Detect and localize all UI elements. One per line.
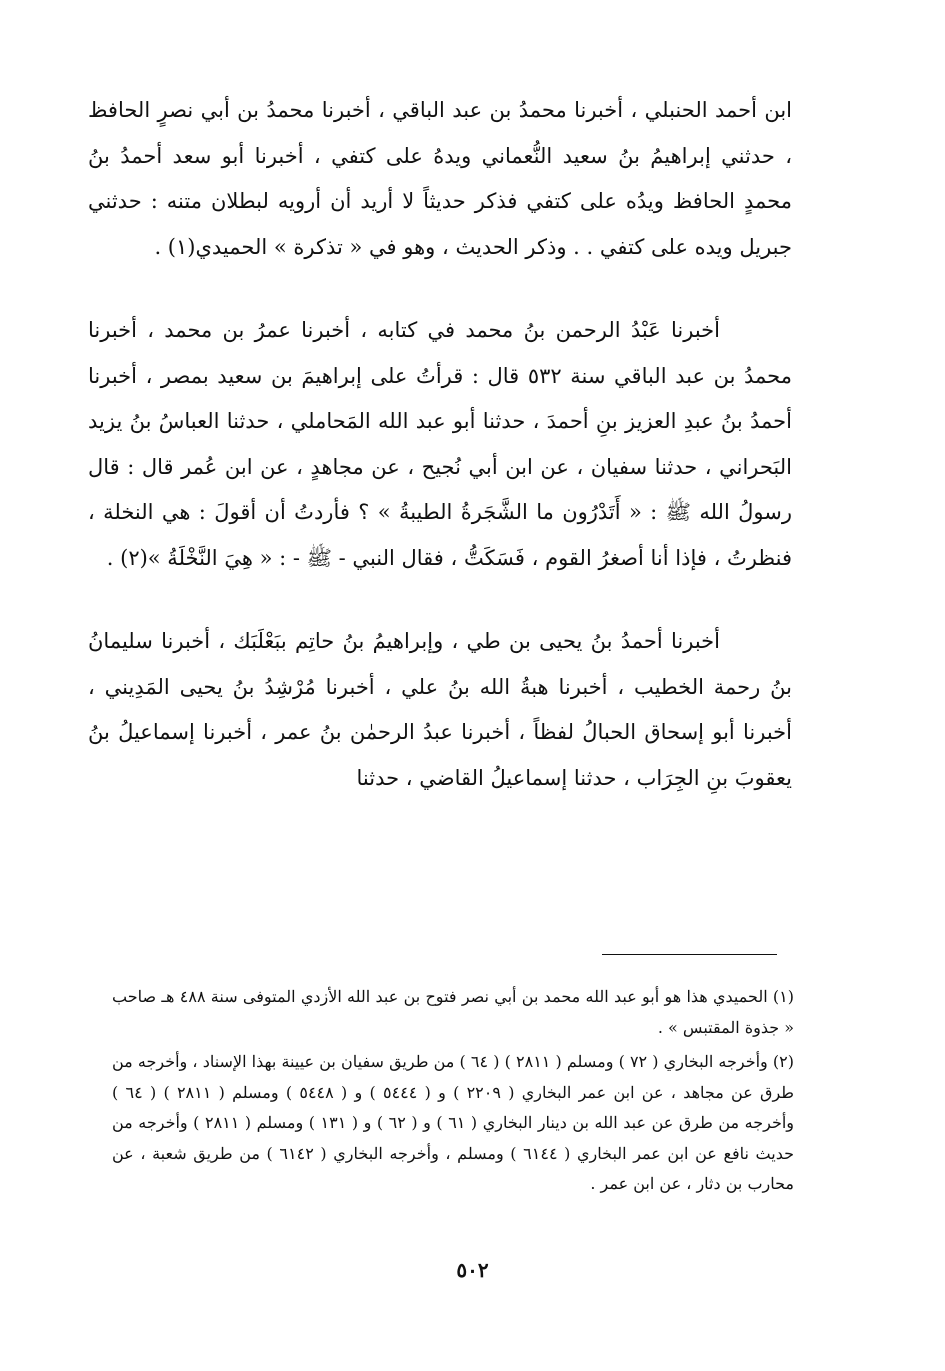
footnote-1: (١) الحميدي هذا هو أبو عبد الله محمد بن أبي نصر فتوح بن عبد الله الأزدي المتوفى سنة ٤٨٨ هـ صاحب « جذوة المقتبس » .: [112, 987, 795, 1037]
paragraph-1: ابن أحمد الحنبلي ، أخبرنا محمدُ بن عبد الباقي ، أخبرنا محمدُ بن أبي نصرٍ الحافظ ، حدثني إبراهيمُ بنُ سعيد النُّعماني ويدهُ على كتفي ، أخبرنا أبو سعد أحمدُ بنُ محمدٍ الحافظ ويدُه على كتفي فذكر حديثاً لا أريد أن أرويه لبطلان متنه : حدثني جبريل ويده على كتفي . . وذكر الحديث ، وهو في « تذكرة » الحميدي(١) .: [88, 98, 792, 259]
page-number: ٥٠٢: [456, 1258, 489, 1282]
main-text: [88, 88, 792, 801]
footnote-separator: [602, 954, 777, 955]
footnotes: [112, 982, 794, 1200]
footnote-2: (٢) وأخرجه البخاري ( ٧٢ ) ومسلم ( ٢٨١١ ) ( ٦٤ ) من طريق سفيان بن عيينة بهذا الإسناد ، وأخرجه من طرق عن مجاهد ، عن ابن عمر البخاري ( ٢٢٠٩ ) و ( ٥٤٤٤ ) و ( ٥٤٤٨ ) ومسلم ( ٢٨١١ ) ( ٦٤ ) وأخرجه من طرق عن عبد الله بن دينار البخاري ( ٦١ ) و ( ٦٢ ) و ( ١٣١ ) ومسلم ( ٢٨١١ ) وأخرجه من حديث نافع عن ابن عمر البخاري ( ٦١٤٤ ) ومسلم ، وأخرجه البخاري ( ٦١٤٢ ) من طريق شعبة ، عن محارب بن دثار ، عن ابن عمر .: [112, 1052, 795, 1193]
paragraph-2: أخبرنا عَبْدُ الرحمن بنُ محمد في كتابه ، أخبرنا عمرُ بن محمد ، أخبرنا محمدُ بن عبد الباقي سنة ٥٣٢ قال : قرأتُ على إبراهيمَ بن سعيد بمصر ، أخبرنا أحمدُ بنُ عبدِ العزيز بنِ أحمدَ ، حدثنا أبو عبد الله المَحاملي ، حدثنا العباسُ بنُ يزيد البَحراني ، حدثنا سفيان ، عن ابن أبي نُجيح ، عن مجاهدٍ ، عن ابن عُمر قال : قال رسولُ الله ﷺ : « أَتَدْرُون ما الشَّجَرةُ الطيبةُ » ؟ فأردتُ أن أقولَ : هي النخلة ، فنظرتُ ، فإذا أنا أصغرُ القوم ، فَسَكَتُّ ، فقال النبي - ﷺ - : « هِيَ النَّخْلَةُ »(٢) .: [88, 318, 792, 570]
paragraph-3: أخبرنا أحمدُ بنُ يحيى بن طي ، وإبراهيمُ بنُ حاتِم ببَعْلَبَك ، أخبرنا سليمانُ بنُ رحمة الخطيب ، أخبرنا هبةُ الله بنُ علي ، أخبرنا مُرْشِدُ بنُ يحيى المَدِيني ، أخبرنا أبو إسحاق الحبالُ لفظاً ، أخبرنا عبدُ الرحمٰن بنُ عمر ، أخبرنا إسماعيلُ بنُ يعقوبَ بنِ الجِرَاب ، حدثنا إسماعيلُ القاضي ، حدثنا: [88, 629, 792, 790]
